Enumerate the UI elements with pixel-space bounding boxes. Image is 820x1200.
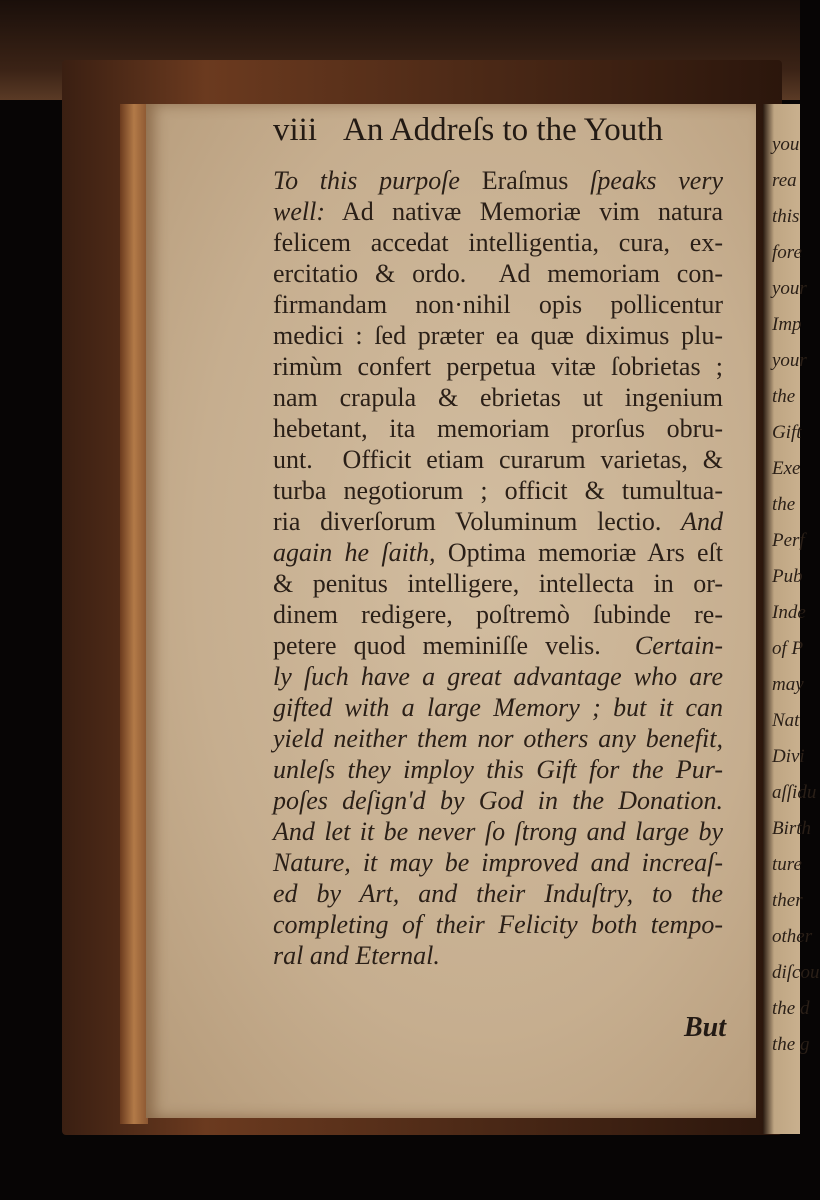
roman-text: turba negotiorum ; officit & tumultua- — [273, 476, 723, 505]
facing-page-fragment: ture — [772, 854, 802, 875]
italic-text: completing of their Felicity both tempo- — [273, 910, 723, 939]
roman-text: felicem accedat intelligentia, cura, ex- — [273, 228, 723, 257]
italic-text: Certain- — [634, 631, 723, 660]
text-line — [273, 816, 723, 847]
italic-text: yield neither them nor others any benefit, — [273, 724, 723, 753]
roman-text: ercitatio & ordo. Ad memoriam con- — [273, 259, 723, 288]
facing-page-fragment: ther — [772, 890, 803, 911]
roman-text: rimùm confert perpetua vitæ ſobrietas ; — [273, 352, 723, 381]
roman-text: hebetant, ita memoriam prorſus obru- — [273, 414, 723, 443]
roman-text: firmandam non·nihil opis pollicentur — [273, 290, 723, 319]
facing-page-fragment: the — [772, 386, 796, 407]
facing-page-fragment: your — [772, 278, 807, 299]
italic-text: poſes deſign'd by God in the Donation. — [273, 786, 723, 815]
text-line — [273, 847, 723, 878]
roman-text: Eraſmus — [459, 166, 591, 195]
facing-page-fragment: aſſidu — [772, 782, 817, 803]
facing-page-fragment: the d — [772, 998, 810, 1019]
text-line — [273, 351, 723, 382]
facing-page — [763, 104, 820, 1134]
text-line — [273, 258, 723, 289]
facing-page-fragment: other — [772, 926, 813, 947]
roman-text: medici : ſed præter ea quæ diximus plu- — [273, 321, 723, 350]
facing-page-fragment: Divi — [772, 746, 805, 767]
roman-text: unt. Officit etiam curarum varietas, & — [273, 445, 723, 474]
facing-page-fragment: you — [772, 134, 800, 155]
text-line — [273, 289, 723, 320]
page-body-text — [273, 165, 723, 971]
facing-page-fragment: Birth — [772, 818, 812, 839]
roman-text: & penitus intelligere, intellecta in or- — [273, 569, 723, 598]
text-line — [273, 165, 723, 196]
facing-page-fragment: Exe — [772, 458, 801, 479]
running-title: An Addreſs to the Youth — [343, 112, 663, 148]
italic-text: ly ſuch have a great advantage who are — [273, 662, 723, 691]
italic-text: again he ſaith, — [273, 538, 436, 567]
text-line — [273, 754, 723, 785]
italic-text: unleſs they imploy this Gift for the Pur- — [273, 755, 723, 784]
italic-text: ſpeaks very — [590, 166, 723, 195]
facing-page-fragment: this — [772, 206, 800, 227]
italic-text: ral and Eternal. — [273, 941, 440, 970]
facing-page-fragment: Imp — [772, 314, 802, 335]
roman-text: dinem redigere, poſtremò ſubinde re- — [273, 600, 723, 629]
italic-text: Nature, it may be improved and increaſ- — [273, 848, 723, 877]
text-line — [273, 940, 723, 971]
text-line — [273, 661, 723, 692]
facing-page-fragment: rea — [772, 170, 797, 191]
text-line — [273, 506, 723, 537]
text-line — [273, 878, 723, 909]
facing-page-fragment: the — [772, 494, 796, 515]
text-line — [273, 723, 723, 754]
text-line — [273, 475, 723, 506]
text-line — [273, 227, 723, 258]
text-line — [273, 909, 723, 940]
text-line — [273, 692, 723, 723]
facing-page-fragment: Gift — [772, 422, 802, 443]
text-line — [273, 630, 723, 661]
catchword: But — [684, 1012, 727, 1043]
running-header — [273, 112, 663, 149]
page-number: viii — [273, 112, 318, 148]
facing-page-fragment: Inde — [772, 602, 806, 623]
text-line — [273, 413, 723, 444]
facing-page-fragment: Perf — [772, 530, 805, 551]
italic-text: well: — [273, 197, 325, 226]
facing-page-fragment: diſcou — [772, 962, 820, 983]
facing-page-fragment: your — [772, 350, 807, 371]
facing-page-fragment: the g — [772, 1034, 810, 1055]
text-line — [273, 537, 723, 568]
italic-text: To this purpoſe — [273, 166, 460, 195]
text-line — [273, 785, 723, 816]
roman-text: Ad nativæ Memoriæ vim natura — [325, 197, 723, 226]
facing-page-fragment: may — [772, 674, 804, 695]
text-line — [273, 444, 723, 475]
facing-page-fragment: Nat — [772, 710, 800, 731]
italic-text: And — [681, 507, 723, 536]
roman-text: Optima memoriæ Ars eſt — [435, 538, 724, 567]
text-line — [273, 568, 723, 599]
italic-text: ed by Art, and their Induſtry, to the — [273, 879, 723, 908]
roman-text: petere quod meminiſſe velis. — [273, 631, 635, 660]
text-line — [273, 382, 723, 413]
text-line — [273, 599, 723, 630]
italic-text: gifted with a large Memory ; but it can — [273, 693, 723, 722]
facing-page-fragment: Pub — [772, 566, 803, 587]
text-line — [273, 196, 723, 227]
facing-page-fragment: fore — [772, 242, 802, 263]
roman-text: ria diverſorum Voluminum lectio. — [273, 507, 682, 536]
text-line — [273, 320, 723, 351]
italic-text: And let it be never ſo ſtrong and large by — [273, 817, 723, 846]
page-edge — [120, 104, 148, 1124]
roman-text: nam crapula & ebrietas ut ingenium — [273, 383, 723, 412]
facing-page-fragment: of P — [772, 638, 804, 659]
